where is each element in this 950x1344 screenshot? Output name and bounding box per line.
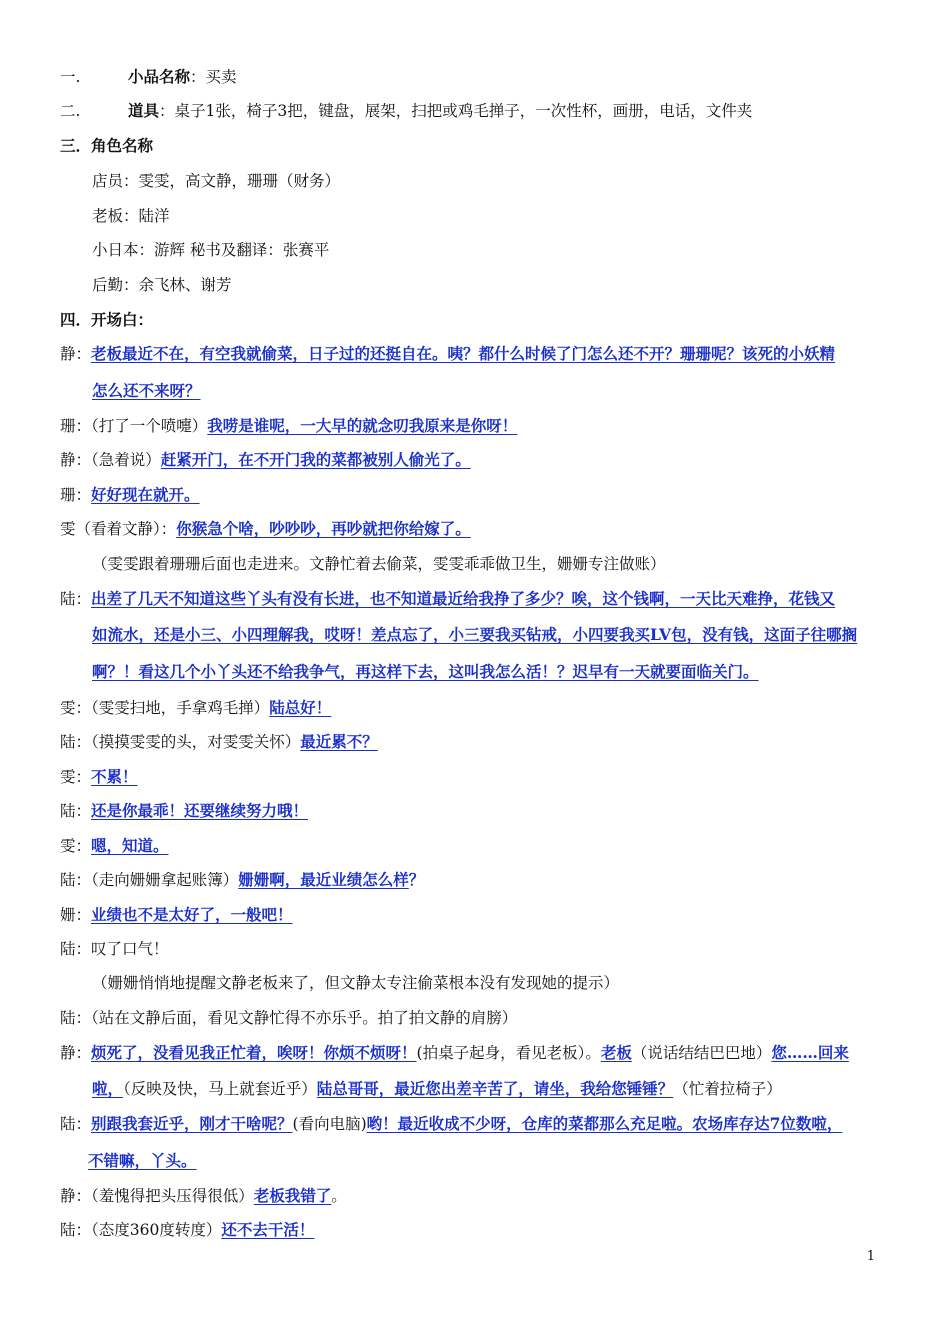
section-2-content	[128, 100, 752, 122]
dialogue: 怎么还不来呀？	[92, 381, 201, 400]
script-line	[60, 800, 308, 822]
dialogue: 您……回来	[771, 1043, 849, 1062]
script-line	[60, 766, 138, 788]
script-line-continuation	[92, 624, 857, 646]
speaker: 陆：	[60, 590, 92, 608]
speaker: 陆：	[60, 1009, 92, 1027]
section-value: 桌子1张，椅子3把，键盘，展架，扫把或鸡毛掸子，一次性杯，画册，电话，文件夹	[174, 102, 753, 120]
dialogue: 别跟我套近乎，刚才干啥呢？	[91, 1114, 293, 1133]
stage-action: （走向姗姗拿起账簿）	[91, 871, 239, 889]
script-line	[60, 588, 835, 610]
script-line	[60, 1185, 347, 1207]
speaker: 陆：	[60, 733, 92, 751]
script-line-continuation	[92, 380, 201, 402]
dialogue: 出差了几天不知道这些丫头有没有长进，也不知道最近给我挣了多少？唉，这个钱啊，一天比天难挣，花钱又	[91, 589, 836, 608]
page-number: 1	[866, 1249, 875, 1264]
speaker: 雯（看着文静）：	[60, 520, 177, 538]
speaker: 静：	[60, 1044, 92, 1062]
speaker: 陆：	[60, 1115, 92, 1133]
script-line	[60, 938, 169, 960]
plain-text: 叹了口气！	[91, 940, 169, 958]
speaker: 陆：	[60, 802, 92, 820]
dialogue-tail: ？	[408, 870, 425, 889]
speaker: 静：	[60, 1187, 92, 1205]
dialogue: 如流水，还是小三、小四理解我，哎呀！差点忘了，小三要我买钻戒，小四要我买LV包，没有钱，这面子往哪搁	[92, 625, 858, 644]
speaker: 静：	[60, 345, 92, 363]
stage-action: （羞愧得把头压得很低）	[91, 1187, 254, 1205]
speaker: 雯：	[60, 699, 92, 717]
dialogue: 老板我错了	[253, 1186, 332, 1205]
script-line	[60, 518, 471, 540]
stage-action: (拍桌子起身，看见老板）。	[416, 1044, 601, 1062]
dialogue: 老板	[600, 1043, 632, 1062]
dialogue: 不累！	[91, 767, 138, 786]
role-line: 老板：陆洋	[92, 207, 170, 225]
speaker: 珊：	[60, 486, 92, 504]
speaker: 姗：	[60, 906, 92, 924]
script-line-continuation	[92, 661, 759, 683]
script-line	[60, 1219, 314, 1241]
script-line	[60, 731, 378, 753]
script-line	[60, 343, 835, 365]
speaker: 雯：	[60, 768, 92, 786]
dialogue: 哟！最近收成不少呀，仓库的菜都那么充足啦。农场库存达7位数啦，	[366, 1114, 843, 1133]
dialogue: 业绩也不是太好了，一般吧！	[91, 905, 293, 924]
dialogue: 你猴急个啥，吵吵吵，再吵就把你给嫁了。	[176, 519, 471, 538]
stage-action: （站在文静后面，看见文静忙得不亦乐乎。拍了拍文静的肩膀）	[91, 1009, 518, 1027]
dialogue: 啊？！看这几个小丫头还不给我争气，再这样下去，这叫我怎么活！？迟早有一天就要面临关门。	[92, 662, 759, 681]
script-line	[60, 484, 200, 506]
dialogue: 好好现在就开。	[91, 485, 200, 504]
role-line: 店员：雯雯，高文静，珊珊（财务）	[92, 172, 341, 190]
stage-action: （忙着拉椅子）	[673, 1080, 782, 1098]
dialogue: 老板最近不在，有空我就偷菜，日子过的还挺自在。咦？都什么时候了门怎么还不开？珊珊呢？该死的小妖精	[91, 344, 836, 363]
speaker: 陆：	[60, 1221, 92, 1239]
dialogue: 我唠是谁呢，一大早的就念叨我原来是你呀！	[207, 416, 518, 435]
script-line	[60, 697, 331, 719]
stage-action: （摸摸雯雯的头，对雯雯关怀）	[91, 733, 301, 751]
script-line	[60, 1007, 517, 1029]
dialogue: 姗姗啊，最近业绩怎么样	[238, 870, 409, 889]
stage-action: （说话结结巴巴地）	[631, 1044, 772, 1062]
label-separator: ：	[159, 102, 175, 120]
section-number: 一.	[60, 68, 81, 86]
dialogue: 啦，	[92, 1079, 124, 1098]
script-line	[60, 449, 471, 471]
stage-direction: （姗姗悄悄地提醒文静老板来了，但文静太专注偷菜根本没有发现她的提示）	[92, 974, 620, 992]
stage-action: （打了一个喷嚏）	[91, 417, 208, 435]
dialogue: 赶紧开门，在不开门我的菜都被别人偷光了。	[160, 450, 471, 469]
speaker: 雯：	[60, 837, 92, 855]
dialogue: 最近累不？	[300, 732, 378, 751]
dialogue: 还不去干活！	[221, 1220, 315, 1239]
stage-action: （雯雯扫地，手拿鸡毛掸）	[91, 699, 270, 717]
script-line	[60, 869, 424, 891]
dialogue: 陆总哥哥，最近您出差辛苦了，请坐，我给您锤锤？	[316, 1079, 674, 1098]
stage-action: （态度360度转度）	[91, 1221, 222, 1239]
script-line	[60, 835, 169, 857]
dialogue: 陆总好！	[269, 698, 332, 717]
dialogue: 不错嘛，丫头。	[88, 1151, 197, 1170]
section-number: 二.	[60, 102, 81, 120]
dialogue-tail: 。	[331, 1187, 347, 1205]
script-line	[60, 1113, 842, 1135]
stage-action: （急着说）	[91, 451, 161, 469]
speaker: 陆：	[60, 871, 92, 889]
stage-action: （反映及快，马上就套近乎）	[123, 1080, 317, 1098]
role-line: 后勤：余飞林、谢芳	[92, 276, 232, 294]
dialogue: 嗯，知道。	[91, 836, 169, 855]
script-line-continuation	[92, 1078, 782, 1100]
role-line: 小日本：游辉 秘书及翻译：张赛平	[92, 241, 330, 259]
section-4-heading: 四．开场白：	[60, 310, 154, 329]
dialogue: 还是你最乖！还要继续努力哦！	[91, 801, 309, 820]
stage-action: (看向电脑)	[292, 1115, 367, 1133]
section-1-content	[128, 66, 237, 88]
script-line	[60, 415, 517, 437]
speaker: 静：	[60, 451, 92, 469]
section-label: 小品名称	[128, 67, 191, 86]
dialogue: 烦死了，没看见我正忙着，唉呀！你烦不烦呀！	[91, 1043, 417, 1062]
stage-direction: （雯雯跟着珊珊后面也走进来。文静忙着去偷菜，雯雯乖乖做卫生，姗姗专注做账）	[92, 555, 666, 573]
script-line-continuation	[88, 1150, 197, 1172]
section-value: 买卖	[205, 68, 237, 86]
label-separator: ：	[190, 68, 206, 86]
speaker: 珊：	[60, 417, 92, 435]
script-line	[60, 1042, 849, 1064]
speaker: 陆：	[60, 940, 92, 958]
section-label: 道具	[128, 101, 160, 120]
section-3-heading: 三．角色名称	[60, 136, 154, 155]
script-line	[60, 904, 293, 926]
